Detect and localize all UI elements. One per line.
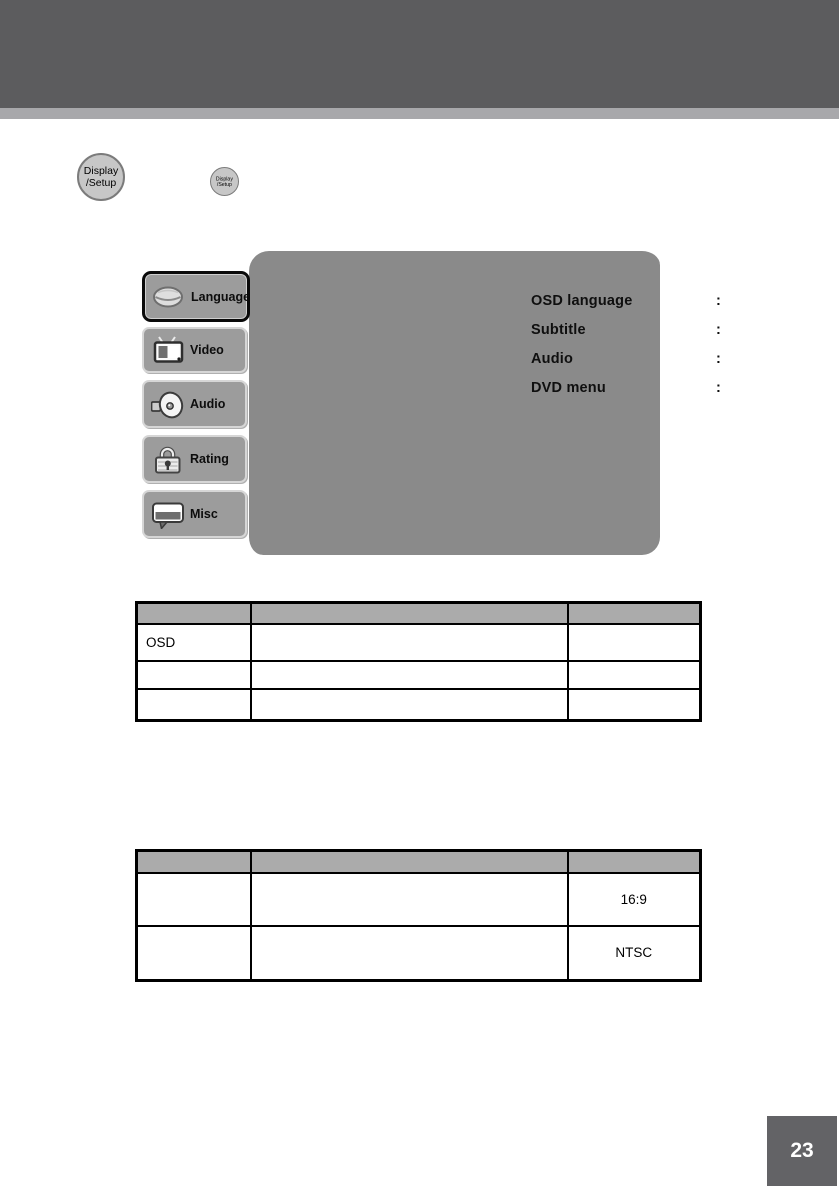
tab-video[interactable]	[142, 327, 247, 373]
display-setup-button-small-line2: /Setup	[216, 181, 233, 188]
table-cell	[568, 661, 701, 689]
table-header-cell	[137, 851, 251, 873]
display-setup-button-small-line1: Display	[215, 175, 234, 182]
header-strip-divider	[0, 108, 839, 119]
table-cell	[251, 926, 568, 981]
tab-language-label: Language	[191, 289, 251, 304]
tab-misc[interactable]	[142, 490, 247, 538]
menu-item-colon: :	[716, 322, 721, 338]
tab-video-label: Video	[190, 343, 224, 357]
table-cell	[137, 873, 251, 926]
osd-language-table	[135, 601, 702, 722]
table-header-row	[137, 603, 701, 624]
table-cell: OSD	[137, 624, 251, 661]
speech-bubble-icon	[151, 499, 185, 529]
table-row	[137, 624, 701, 661]
table-header-cell	[251, 603, 568, 624]
table-cell	[251, 873, 568, 926]
display-setup-button-large[interactable]	[77, 153, 125, 201]
menu-item-colon: :	[716, 293, 721, 309]
video-settings-table	[135, 849, 702, 982]
setup-menu-panel	[245, 247, 721, 555]
table-cell	[137, 926, 251, 981]
table-cell	[568, 624, 701, 661]
menu-item-label: Audio	[531, 351, 574, 367]
table-cell	[137, 689, 251, 721]
menu-item-colon: :	[716, 380, 721, 396]
lips-icon	[152, 282, 186, 312]
header-band	[0, 0, 839, 108]
table-cell	[251, 689, 568, 721]
table-header-cell	[251, 851, 568, 873]
tab-rating[interactable]	[142, 435, 247, 483]
table-row	[137, 926, 701, 981]
page-number: 23	[790, 1139, 814, 1162]
lock-icon	[151, 444, 185, 474]
menu-item-subtitle	[531, 322, 839, 340]
menu-item-label: Subtitle	[531, 322, 586, 338]
display-setup-button-small[interactable]	[210, 167, 239, 196]
table-cell-aspect-ratio: 16:9	[568, 873, 701, 926]
table-header-cell	[568, 603, 701, 624]
menu-item-colon: :	[716, 351, 721, 367]
tv-icon	[151, 335, 185, 365]
table-cell	[251, 661, 568, 689]
menu-item-audio	[531, 351, 839, 369]
table-header-row	[137, 851, 701, 873]
tab-misc-label: Misc	[190, 507, 218, 521]
table-cell	[251, 624, 568, 661]
table-row	[137, 873, 701, 926]
table-cell-tv-system: NTSC	[568, 926, 701, 981]
tab-audio-label: Audio	[190, 397, 226, 411]
speaker-icon	[151, 389, 185, 419]
table-header-cell	[137, 603, 251, 624]
page-number-badge	[767, 1116, 837, 1186]
table-cell	[568, 689, 701, 721]
tab-language[interactable]	[142, 271, 250, 322]
display-setup-button-large-line1: Display	[83, 164, 119, 177]
menu-item-label: DVD menu	[531, 380, 606, 396]
table-row	[137, 661, 701, 689]
menu-item-dvd-menu	[531, 380, 839, 398]
table-header-cell	[568, 851, 701, 873]
tab-audio[interactable]	[142, 380, 247, 428]
table-row	[137, 689, 701, 721]
menu-item-label: OSD language	[531, 293, 633, 309]
menu-item-osd-language	[531, 293, 839, 311]
table-cell	[137, 661, 251, 689]
tab-rating-label: Rating	[190, 452, 229, 466]
display-setup-button-large-line2: /Setup	[85, 177, 117, 189]
